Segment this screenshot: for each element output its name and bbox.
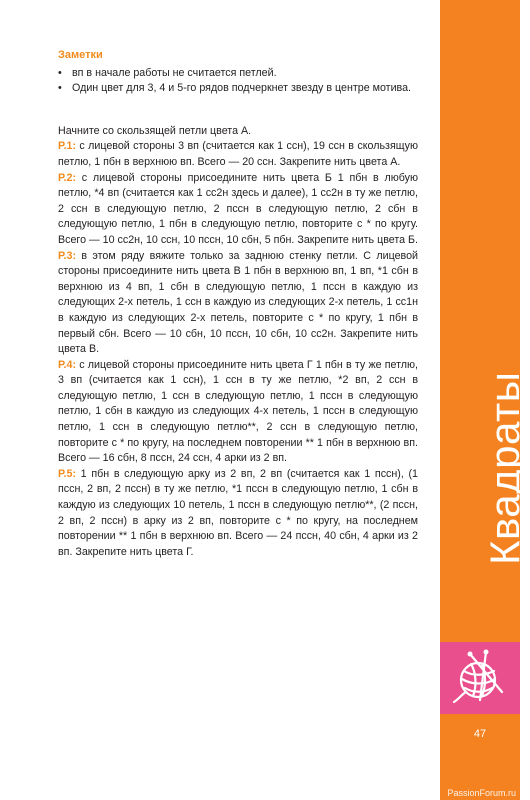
row-text: 1 пбн в следующую арку из 2 вп, 2 вп (считается как 1 пссн), (1 пссн, 2 вп, 2 пссн) в ту же петлю, *1 пссн в следующую петлю, 1 сбн в каждую из следующих 10 петель, 1 пссн в следующую петлю**, (2 пссн, 2 вп, 2 пссн) в арку из 2 вп, повторите с * по кругу, на последнем повторении ** 1 пбн в верхнюю вп. Всего — 24 пссн, 40 сбн, 4 арки из 2 вп. Закрепите нить цвета Г. [58, 467, 418, 558]
row-paragraph [58, 139, 418, 170]
notes-item: • Один цвет для 3, 4 и 5-го рядов подчеркнет звезду в центре мотива. [58, 81, 418, 97]
row-paragraph [58, 467, 418, 561]
row-label: Р.3: [58, 249, 76, 262]
yarn-icon-box [440, 642, 520, 714]
row-paragraph [58, 171, 418, 249]
notes-item: • вп в начале работы не считается петлей. [58, 66, 418, 82]
row-label: Р.5: [58, 467, 76, 480]
row-text: с лицевой стороны присоедините нить цвета Б 1 пбн в любую петлю, *4 вп (считается как 1 сс2н здесь и далее), 1 сс2н в ту же петлю, 2 ссн в следующую петлю, 2 пссн в следующую петлю, 2 сбн в следующую петлю, 1 пбн в следующую петлю, повторите с * по кругу. Всего — 10 сс2н, 10 ссн, 10 пссн, 10 сбн, 5 пбн. Закрепите нить цвета Б. [58, 171, 419, 246]
row-text: с лицевой стороны присоедините нить цвета Г 1 пбн в ту же петлю, 3 вп (считается как 1 ссн), 1 ссн в ту же петлю, *2 вп, 2 ссн в следующую петлю, 1 ссн в следующую петлю, 1 пссн в следующую петлю, 1 сбн в каждую из следующих 4-х петель, 1 пссн в следующую петлю, 1 ссн в следующую петлю**, 2 ссн в следующую петлю, повторите с * по кругу, на последнем повторении ** 1 пбн в верхнюю вп. Всего — 16 сбн, 8 пссн, 24 ссн, 4 арки из 2 вп. [58, 358, 418, 465]
row-paragraph [58, 249, 418, 358]
page-number: 47 [473, 728, 487, 740]
page-content [58, 48, 418, 560]
notes-list [58, 66, 418, 97]
row-text: в этом ряду вяжите только за заднюю стенку петли. С лицевой стороны присоедините нить цвета В 1 пбн в верхнюю вп, 1 вп, *1 сбн в верхнюю из 4 вп, 1 сбн в следующую петлю, 1 пссн в каждую из следующих 2-х петель, 1 ссн в каждую из следующих 2-х петель, 1 сс1н в каждую из следующих 2-х петель, повторите с * по кругу, 1 пбн в первый сбн. Всего — 10 сбн, 10 пссн, 10 сбн, 10 сс2н. Закрепите нить цвета В. [58, 249, 418, 356]
notes-title: Заметки [58, 49, 103, 61]
row-paragraph [58, 358, 418, 467]
intro-text: Начните со скользящей петли цвета А. [58, 124, 252, 137]
section-title: Квадраты [481, 371, 528, 565]
row-label: Р.4: [58, 358, 76, 371]
row-label: Р.1: [58, 140, 76, 153]
row-text: с лицевой стороны 3 вп (считается как 1 ссн), 19 ссн в скользящую петлю, 1 пбн в верхнюю вп. Всего — 20 ссн. Закрепите нить цвета А. [58, 140, 418, 168]
row-label: Р.2: [58, 171, 76, 184]
watermark: PassionForum.ru [447, 788, 516, 798]
yarn-ball-with-needles-icon [440, 642, 520, 714]
